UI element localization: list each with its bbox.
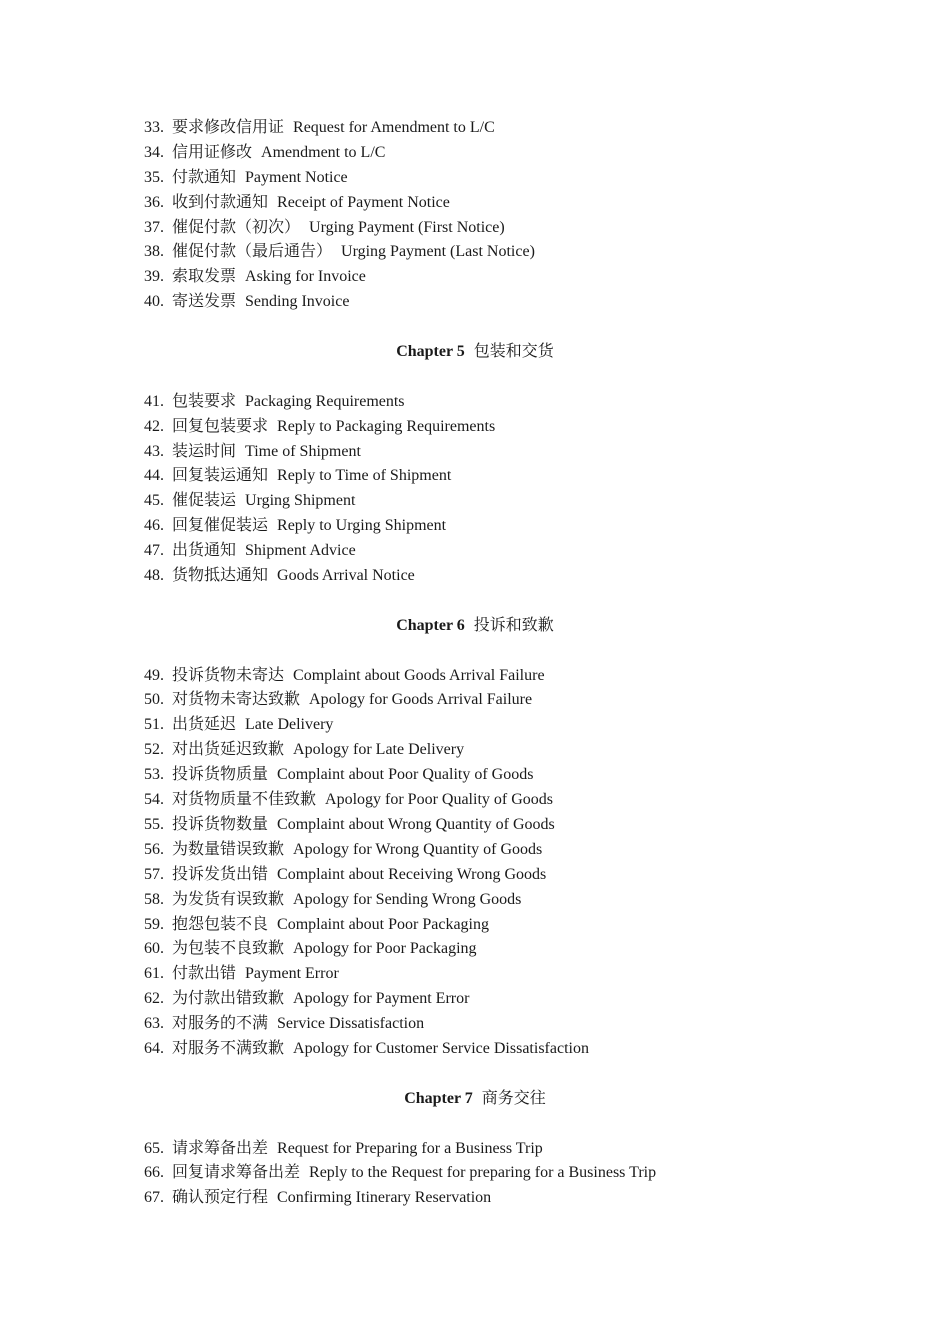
entry-title-zh: 为付款出错致歉 [172,990,285,1008]
entry-number: 59. [144,915,164,933]
entry-title-en: Apology for Payment Error [293,990,470,1008]
entry-number: 40. [144,293,164,311]
entry-title-zh: 出货延迟 [172,716,237,734]
entry-number: 44. [144,467,164,485]
entry-title-en: Apology for Sending Wrong Goods [293,890,522,908]
chapter-title-zh: 商务交往 [481,1089,546,1107]
entry-title-zh: 对货物质量不佳致歉 [172,791,317,809]
entry-number: 57. [144,865,164,883]
chapter-title-zh: 投诉和致歉 [473,616,554,634]
entry-title-en: Complaint about Wrong Quantity of Goods [277,815,555,833]
entry-title-zh: 付款通知 [172,168,237,186]
chapter-heading [144,340,806,365]
toc-entry [144,191,844,216]
toc-entry [144,987,844,1012]
toc-entry [144,514,844,539]
toc-entry [144,216,844,241]
toc-entry [144,962,844,987]
entry-title-en: Confirming Itinerary Reservation [277,1189,492,1207]
entry-title-en: Reply to the Request for preparing for a Business Trip [309,1164,657,1182]
entry-number: 33. [144,119,164,136]
chapter-title-zh: 包装和交货 [473,343,554,361]
toc-entry [144,688,844,713]
toc-entry [144,539,844,564]
toc-entry [144,265,844,290]
entry-number: 51. [144,716,164,734]
toc-entry [144,763,844,788]
entry-title-en: Urging Payment (Last Notice) [341,243,535,261]
entry-title-en: Apology for Goods Arrival Failure [309,691,533,709]
entry-title-en: Apology for Wrong Quantity of Goods [293,840,543,858]
toc-entry [144,415,844,440]
entry-title-en: Amendment to L/C [261,143,386,161]
entry-number: 66. [144,1164,164,1182]
entry-number: 55. [144,815,164,833]
entry-number: 45. [144,492,164,510]
entry-number: 35. [144,168,164,186]
entry-title-zh: 寄送发票 [172,293,237,311]
entry-number: 60. [144,940,164,958]
entry-title-zh: 催促付款（初次） [172,218,301,236]
entry-title-en: Packaging Requirements [245,392,405,410]
toc-entry [144,863,844,888]
toc-entry [144,1161,844,1186]
toc-entry [144,813,844,838]
entry-number: 42. [144,417,164,435]
toc-entry [144,1137,844,1162]
entry-title-zh: 投诉发货出错 [172,865,269,883]
entry-number: 52. [144,741,164,759]
toc-entry [144,116,844,141]
entry-title-en: Apology for Poor Quality of Goods [325,791,553,809]
chapter-number: Chapter 7 [404,1089,473,1107]
entry-title-en: Reply to Packaging Requirements [277,417,496,435]
toc-entry [144,390,844,415]
toc-entry [144,564,844,589]
entry-title-en: Complaint about Goods Arrival Failure [293,666,545,684]
chapter-number: Chapter 6 [396,616,465,634]
toc-entry [144,788,844,813]
entry-title-en: Payment Error [245,965,339,983]
entry-title-zh: 确认预定行程 [172,1189,269,1207]
entry-number: 36. [144,193,164,211]
toc-entry [144,937,844,962]
entry-title-zh: 催促装运 [172,492,237,510]
entry-title-en: Payment Notice [245,168,348,186]
entry-title-en: Asking for Invoice [245,268,366,286]
toc-entry [144,1037,844,1062]
toc-entry [144,166,844,191]
toc-entry [144,838,844,863]
entry-title-zh: 信用证修改 [172,143,253,161]
entry-title-en: Goods Arrival Notice [277,567,415,585]
entry-title-zh: 回复催促装运 [172,517,269,535]
table-of-contents [144,116,844,1211]
entry-number: 37. [144,218,164,236]
entry-number: 65. [144,1139,164,1157]
toc-entry [144,913,844,938]
entry-title-zh: 对服务的不满 [172,1015,269,1033]
toc-entry [144,290,844,315]
entry-number: 34. [144,143,164,161]
entry-title-zh: 为发货有误致歉 [172,890,285,908]
entry-number: 47. [144,542,164,560]
entry-title-zh: 要求修改信用证 [172,119,285,136]
entry-title-zh: 投诉货物数量 [172,815,269,833]
entry-number: 43. [144,442,164,460]
entry-title-en: Sending Invoice [245,293,350,311]
entry-title-zh: 索取发票 [172,268,237,286]
entry-title-en: Request for Amendment to L/C [293,119,495,136]
entry-number: 39. [144,268,164,286]
entry-title-en: Complaint about Receiving Wrong Goods [277,865,547,883]
entry-number: 56. [144,840,164,858]
entry-title-zh: 包装要求 [172,392,237,410]
entry-title-en: Late Delivery [245,716,334,734]
entry-number: 49. [144,666,164,684]
entry-title-zh: 收到付款通知 [172,193,269,211]
entry-title-zh: 回复请求筹备出差 [172,1164,301,1182]
entry-number: 54. [144,791,164,809]
entry-title-zh: 请求筹备出差 [172,1139,269,1157]
toc-entry [144,240,844,265]
entry-title-en: Reply to Time of Shipment [277,467,452,485]
entry-title-zh: 催促付款（最后通告） [172,243,333,261]
entry-title-zh: 抱怨包装不良 [172,915,269,933]
entry-title-en: Reply to Urging Shipment [277,517,447,535]
entry-number: 64. [144,1039,164,1057]
toc-entry [144,489,844,514]
entry-title-en: Service Dissatisfaction [277,1015,425,1033]
entry-title-zh: 装运时间 [172,442,237,460]
entry-title-en: Urging Shipment [245,492,356,510]
toc-entry [144,1012,844,1037]
toc-entry [144,664,844,689]
entry-title-zh: 货物抵达通知 [172,567,269,585]
toc-entry [144,738,844,763]
entry-number: 63. [144,1015,164,1033]
entry-number: 61. [144,965,164,983]
entry-title-zh: 为包装不良致歉 [172,940,285,958]
entry-title-en: Request for Preparing for a Business Trip [277,1139,543,1157]
entry-title-en: Urging Payment (First Notice) [309,218,505,236]
toc-entry [144,1186,844,1211]
entry-number: 46. [144,517,164,535]
entry-number: 58. [144,890,164,908]
entry-title-zh: 投诉货物质量 [172,766,269,784]
entry-title-zh: 对服务不满致歉 [172,1039,285,1057]
entry-title-zh: 为数量错误致歉 [172,840,285,858]
entry-number: 67. [144,1189,164,1207]
entry-number: 41. [144,392,164,410]
entry-title-en: Complaint about Poor Quality of Goods [277,766,534,784]
entry-title-zh: 回复包装要求 [172,417,269,435]
entry-number: 48. [144,567,164,585]
entry-number: 62. [144,990,164,1008]
toc-entry [144,141,844,166]
toc-entry [144,464,844,489]
entry-title-en: Shipment Advice [245,542,356,560]
entry-title-en: Complaint about Poor Packaging [277,915,489,933]
entry-title-zh: 投诉货物未寄达 [172,666,285,684]
chapter-heading [144,1087,806,1112]
entry-title-en: Apology for Customer Service Dissatisfaction [293,1039,589,1057]
toc-entry [144,713,844,738]
entry-title-zh: 对出货延迟致歉 [172,741,285,759]
entry-title-en: Apology for Poor Packaging [293,940,477,958]
chapter-heading [144,614,806,639]
entry-title-zh: 出货通知 [172,542,237,560]
entry-number: 53. [144,766,164,784]
toc-entry [144,888,844,913]
entry-title-en: Time of Shipment [245,442,361,460]
entry-title-zh: 付款出错 [172,965,237,983]
entry-title-zh: 回复装运通知 [172,467,269,485]
chapter-number: Chapter 5 [396,343,465,361]
entry-number: 38. [144,243,164,261]
toc-entry [144,440,844,465]
entry-title-en: Receipt of Payment Notice [277,193,450,211]
entry-title-en: Apology for Late Delivery [293,741,465,759]
entry-number: 50. [144,691,164,709]
entry-title-zh: 对货物未寄达致歉 [172,691,301,709]
